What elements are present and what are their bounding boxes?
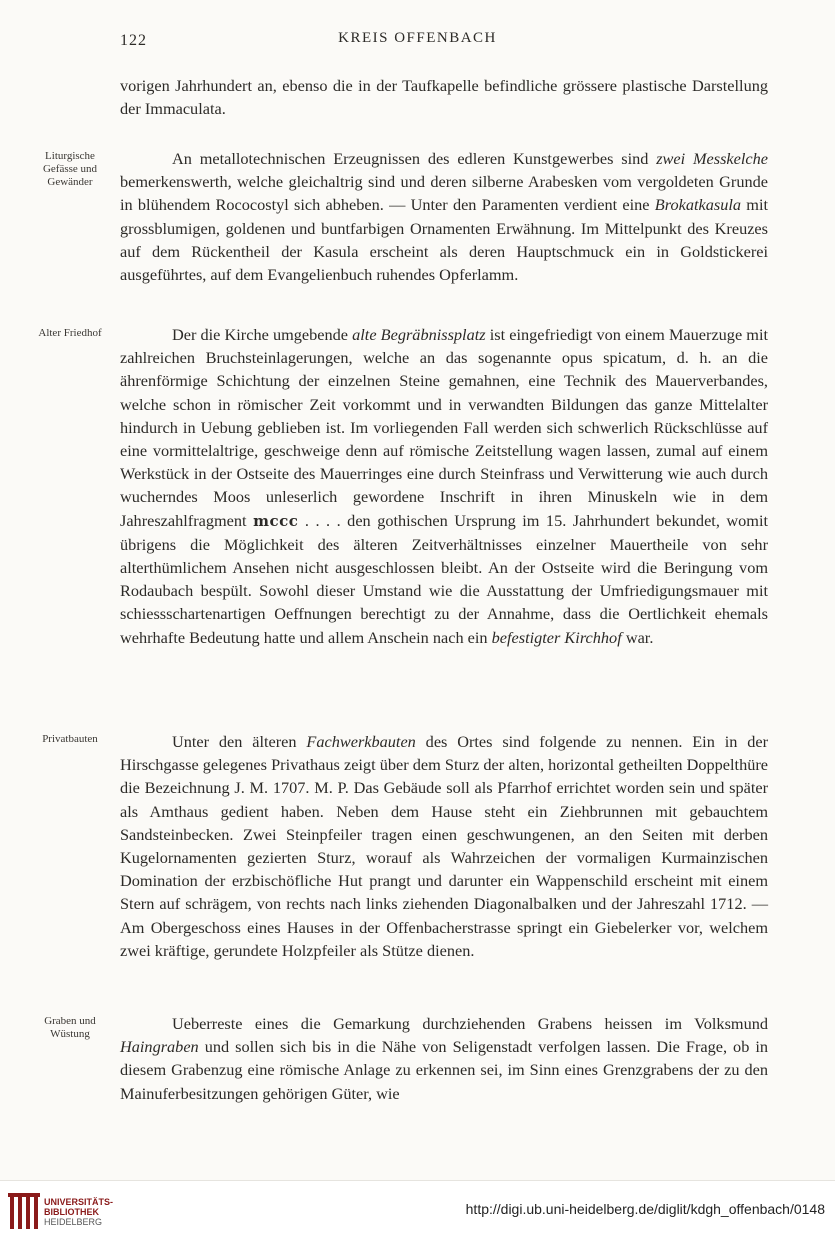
margin-note-graben: Graben und Wüstung xyxy=(44,1015,96,1040)
emphasis-kirchhof: befestigter Kirchhof xyxy=(491,627,622,647)
paragraph-graben: Ueberreste eines die Gemarkung durchziehenden Grabens heissen im Volksmund Haingraben und sollen sich bis in die Nähe von Seligenstadt verfolgen lassen. Die Frage, ob in diesem Grabenzug eine römische Anlage zu erkennen sei, im Sinn eines Grenzgrabens der zu den Mainuferbesitzungen gehörigen Güter, wie xyxy=(120,1014,768,1103)
paragraph-privatbauten: Unter den älteren Fachwerkbauten des Ortes sind folgende zu nennen. Ein in der Hirschgasse gelegenes Privathaus zeigt über dem Sturz der alten, horizontal getheilten Doppelthüre die Bezeichnung J. M. 1707. M. P. Das Gebäude soll als Pfarrhof errichtet worden sein und später als Amthaus gedient haben. Neben dem Hause steht ein Ziehbrunnen mit gebauchtem Sandsteinbecken. Zwei Steinpfeiler tragen einen geschwungenen, an den Seiten mit derben Kugelornamenten gezierten Sturz, worauf als Wahrzeichen der vormaligen Kurmainzischen Domination der erzbischöfliche Hut prangt und darunter ein Wappenschild erscheint mit einem Stern auf schrägem, von rechts nach links ziehenden Diagonalbalken und der Jahreszahl 1712. — Am Obergeschoss eines Hauses in der Offenbacherstrasse springt ein Giebelerker vor, welchem zwei kräftige, gerundete Holzpfeiler als Stütze dienen. xyxy=(120,732,768,960)
margin-note-liturgical: Liturgische Gefässe und Gewänder xyxy=(42,150,98,188)
emphasis-begraebnissplatz: alte Begräbnissplatz xyxy=(352,325,486,344)
library-logo-icon xyxy=(8,1193,40,1233)
margin-note-privatbauten: Privatbauten xyxy=(42,733,98,745)
emphasis-fachwerkbauten: Fachwerkbauten xyxy=(306,732,416,751)
page-number: 122 xyxy=(120,32,147,49)
library-name: UNIVERSITÄTS- BIBLIOTHEK HEIDELBERG xyxy=(44,1197,114,1227)
emphasis-messkelche: zwei Messkelche xyxy=(656,149,768,168)
emphasis-haingraben: Haingraben xyxy=(120,1037,199,1057)
paragraph-intro-continuation: vorigen Jahrhundert an, ebenso die in der Taufkapelle befindliche grössere plastische Darstellung der Immaculata. xyxy=(120,76,768,119)
running-title: KREIS OFFENBACH xyxy=(338,30,497,46)
emphasis-brokatkasula: Brokatkasula xyxy=(654,195,742,215)
blackletter-date: mccc xyxy=(253,511,299,530)
page-header xyxy=(0,30,835,54)
paragraph-liturgical: An metallotechnischen Erzeugnissen des edleren Kunstgewerbes sind zwei Messkelche bemerkenswerth, welche gleichaltrig sind und deren silberne Arabesken vom vergoldeten Grunde in blühendem Rococostyl sich abheben. — Unter den Paramenten verdient eine Brokatkasula mit grossblumigen, goldenen und buntfarbigen Ornamenten Erwähnung. Im Mittelpunkt des Kreuzes auf dem Rückentheil der Kasula erscheint als deren Hauptschmuck ein in Goldstickerei ausgeführtes, auf dem Evangelienbuch ruhendes Opferlamm. xyxy=(120,149,768,285)
permalink-url[interactable]: http://digi.ub.uni-heidelberg.de/diglit/kdgh_offenbach/0148 xyxy=(465,1201,825,1217)
library-footer xyxy=(0,1180,835,1246)
paragraph-friedhof: Der die Kirche umgebende alte Begräbnissplatz ist eingefriedigt von einem Mauerzuge mit zahlreichen Bruchsteinlagerungen, welche an das sogenannte opus spicatum, d. h. an die ährenförmige Schichtung der einzelnen Steine gemahnen, eine Technik des Mauerverbandes, welche schon in römischer Zeit vorkommt und in verwandten Bildungen das ganze Mittelalter hindurch in Uebung geblieben ist. Im vorliegenden Fall werden sich schwerlich Rückschlüsse auf eine vormittelaltrige, geschweige denn auf römische Zeitstellung wagen lassen, zumal auf einem Werkstück in der Ostseite des Mauerringes eine durch Steinfrass und Verwitterung wie auch durch wucherndes Moos unleserlich gewordene Inschrift in ihren Minuskeln wie in dem Jahreszahlfragment mccc . . . . den gothischen Ursprung im 15. Jahrhundert bekundet, womit übrigens die Möglichkeit des älteren Zeitverhältnisses einzelner Mauertheile von sehr alterthümlichem Ansehen nicht ausgeschlossen bleibt. An der Ostseite wird die Beringung vom Rodaubach bespült. Sowohl dieser Umstand wie die Ausstattung der Umfriedigungsmauer mit schiessschartenartigen Oeffnungen berechtigt zu der Annahme, dass die Oertlichkeit ehemals wehrhafte Bedeutung hatte und allem Anschein nach ein befestigter Kirchhof war. xyxy=(120,325,769,647)
margin-note-friedhof: Alter Friedhof xyxy=(38,327,102,339)
